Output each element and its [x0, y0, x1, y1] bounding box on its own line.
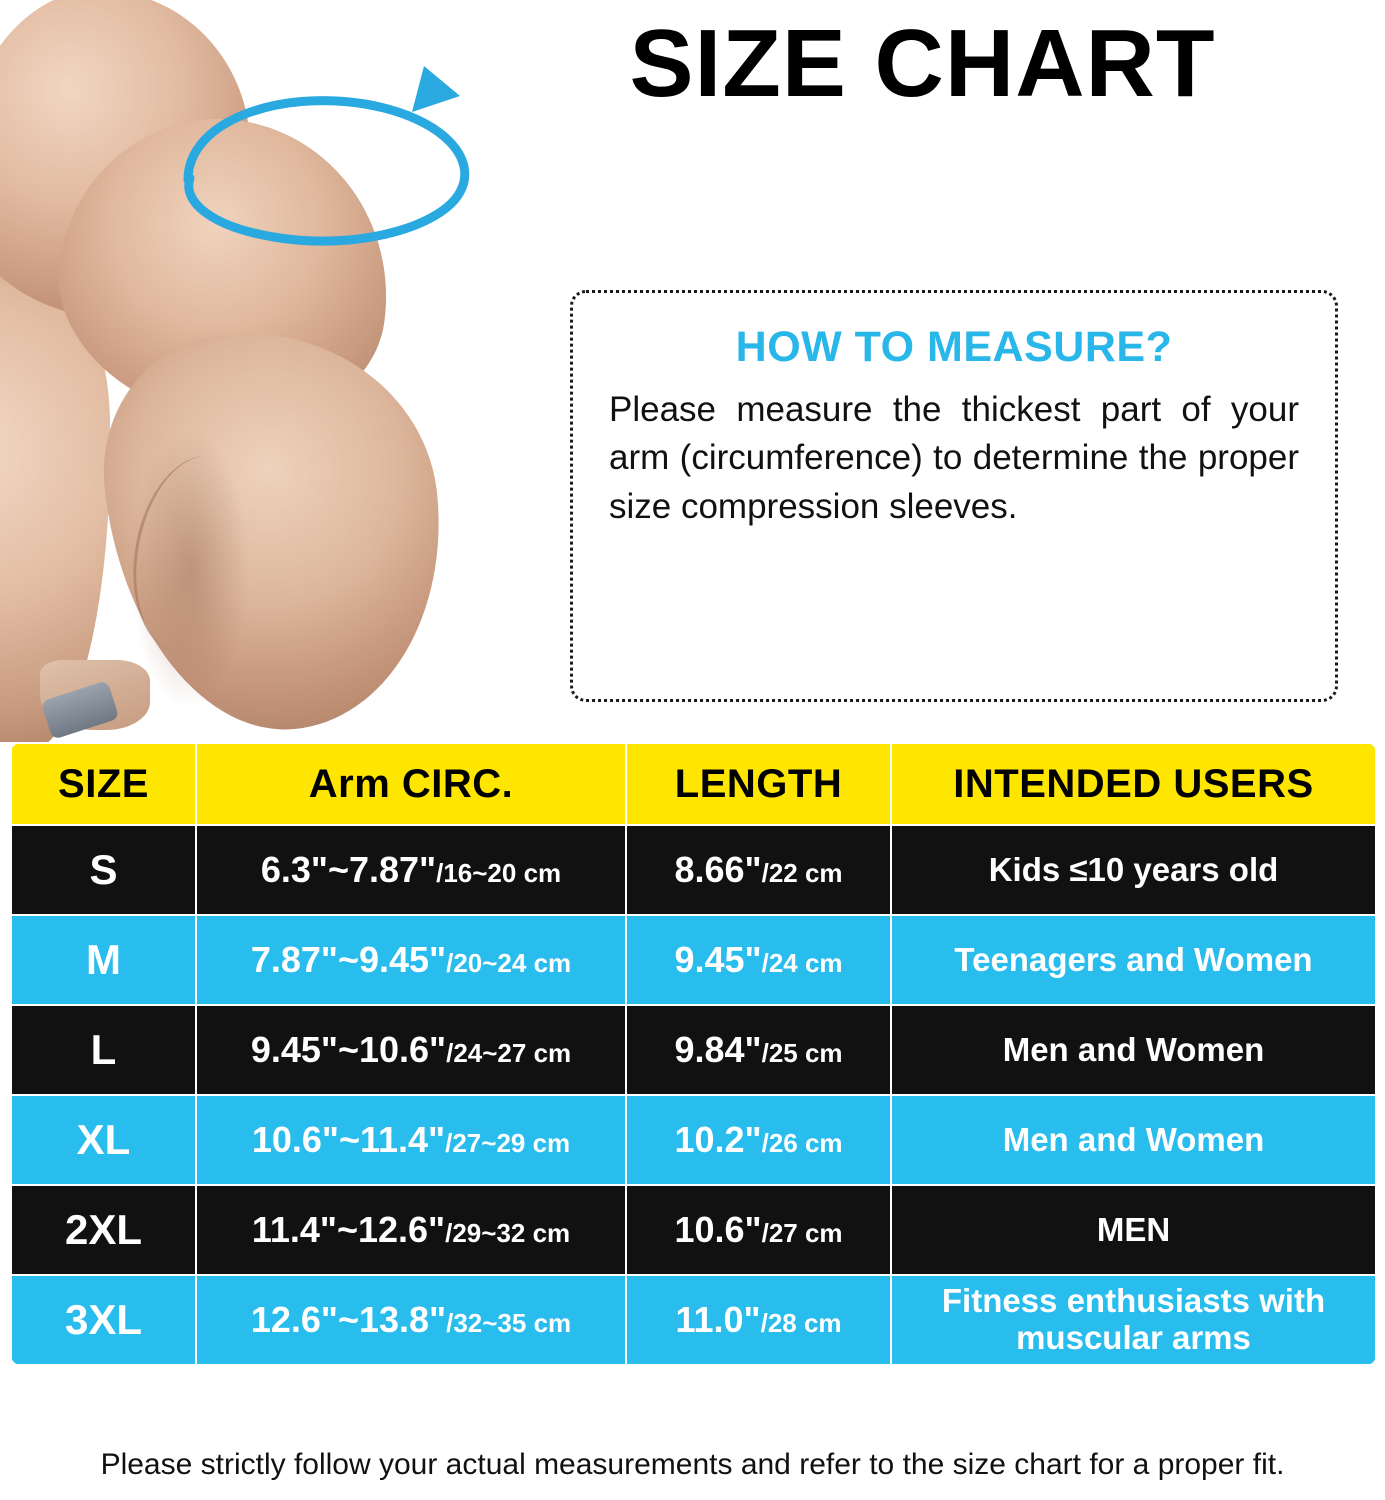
cell-arm-circ	[196, 1095, 626, 1185]
column-header-circ: Arm CIRC.	[196, 743, 626, 825]
cell-length	[626, 1005, 891, 1095]
cell-arm-circ	[196, 1005, 626, 1095]
cell-arm-circ-cm: /16~20 cm	[436, 858, 562, 888]
cell-length	[626, 1185, 891, 1275]
cell-length	[626, 915, 891, 1005]
cell-length-cm: /25 cm	[761, 1038, 843, 1068]
cell-length-inches: 10.2"	[674, 1119, 762, 1160]
cell-length-cm: /22 cm	[761, 858, 843, 888]
cell-arm-circ	[196, 915, 626, 1005]
cell-size: S	[11, 825, 196, 915]
circumference-arrow-icon	[160, 60, 500, 310]
how-to-measure-heading: HOW TO MEASURE?	[735, 323, 1173, 371]
cell-length	[626, 1275, 891, 1365]
cell-length-cm: /28 cm	[760, 1308, 842, 1338]
table-header	[11, 743, 1376, 825]
table-row	[11, 1185, 1376, 1275]
cell-intended-users: Teenagers and Women	[891, 915, 1376, 1005]
cell-intended-users: Kids ≤10 years old	[891, 825, 1376, 915]
cell-length-inches: 9.45"	[674, 939, 762, 980]
footer-note: Please strictly follow your actual measurements and refer to the size chart for a proper fit.	[100, 1448, 1285, 1481]
how-to-measure-box	[570, 290, 1338, 702]
size-chart-table-wrapper	[10, 742, 1375, 1366]
cell-intended-users: Men and Women	[891, 1095, 1376, 1185]
table-row	[11, 1005, 1376, 1095]
table-row	[11, 915, 1376, 1005]
cell-size: 3XL	[11, 1275, 196, 1365]
header-section	[0, 0, 1385, 742]
cell-arm-circ	[196, 825, 626, 915]
cell-arm-circ-inches: 12.6"~13.8"	[250, 1299, 447, 1340]
cell-arm-circ-cm: /29~32 cm	[445, 1218, 571, 1248]
cell-arm-circ-inches: 9.45"~10.6"	[250, 1029, 447, 1070]
how-to-measure-text: Please measure the thickest part of your arm (circumference) to determine the proper size compression sleeves.	[609, 390, 1299, 526]
cell-size: M	[11, 915, 196, 1005]
cell-arm-circ-cm: /27~29 cm	[445, 1128, 571, 1158]
cell-arm-circ-inches: 7.87"~9.45"	[250, 939, 447, 980]
cell-size: L	[11, 1005, 196, 1095]
cell-intended-users: Fitness enthusiasts with muscular arms	[891, 1275, 1376, 1365]
cell-length	[626, 1095, 891, 1185]
cell-length	[626, 825, 891, 915]
cell-length-inches: 11.0"	[675, 1299, 761, 1340]
cell-length-cm: /26 cm	[761, 1128, 843, 1158]
cell-length-cm: /27 cm	[761, 1218, 843, 1248]
cell-arm-circ-inches: 10.6"~11.4"	[251, 1119, 446, 1160]
cell-length-inches: 10.6"	[674, 1209, 762, 1250]
column-header-users: INTENDED USERS	[891, 743, 1376, 825]
cell-arm-circ-cm: /32~35 cm	[446, 1308, 572, 1338]
cell-arm-circ-cm: /24~27 cm	[446, 1038, 572, 1068]
table-header-row	[11, 743, 1376, 825]
table-row	[11, 1095, 1376, 1185]
cell-arm-circ	[196, 1275, 626, 1365]
column-header-length: LENGTH	[626, 743, 891, 825]
cell-intended-users: Men and Women	[891, 1005, 1376, 1095]
page-title: SIZE CHART	[629, 10, 1216, 117]
table-body	[11, 825, 1376, 1365]
cell-arm-circ-inches: 11.4"~12.6"	[251, 1209, 446, 1250]
size-chart-table	[10, 742, 1377, 1366]
table-row	[11, 1275, 1376, 1365]
cell-size: XL	[11, 1095, 196, 1185]
cell-size: 2XL	[11, 1185, 196, 1275]
table-row	[11, 825, 1376, 915]
column-header-size: SIZE	[11, 743, 196, 825]
cell-arm-circ	[196, 1185, 626, 1275]
cell-arm-circ-inches: 6.3"~7.87"	[260, 849, 437, 890]
cell-length-inches: 9.84"	[674, 1029, 762, 1070]
cell-length-inches: 8.66"	[674, 849, 762, 890]
cell-intended-users: MEN	[891, 1185, 1376, 1275]
cell-arm-circ-cm: /20~24 cm	[446, 948, 572, 978]
cell-length-cm: /24 cm	[761, 948, 843, 978]
